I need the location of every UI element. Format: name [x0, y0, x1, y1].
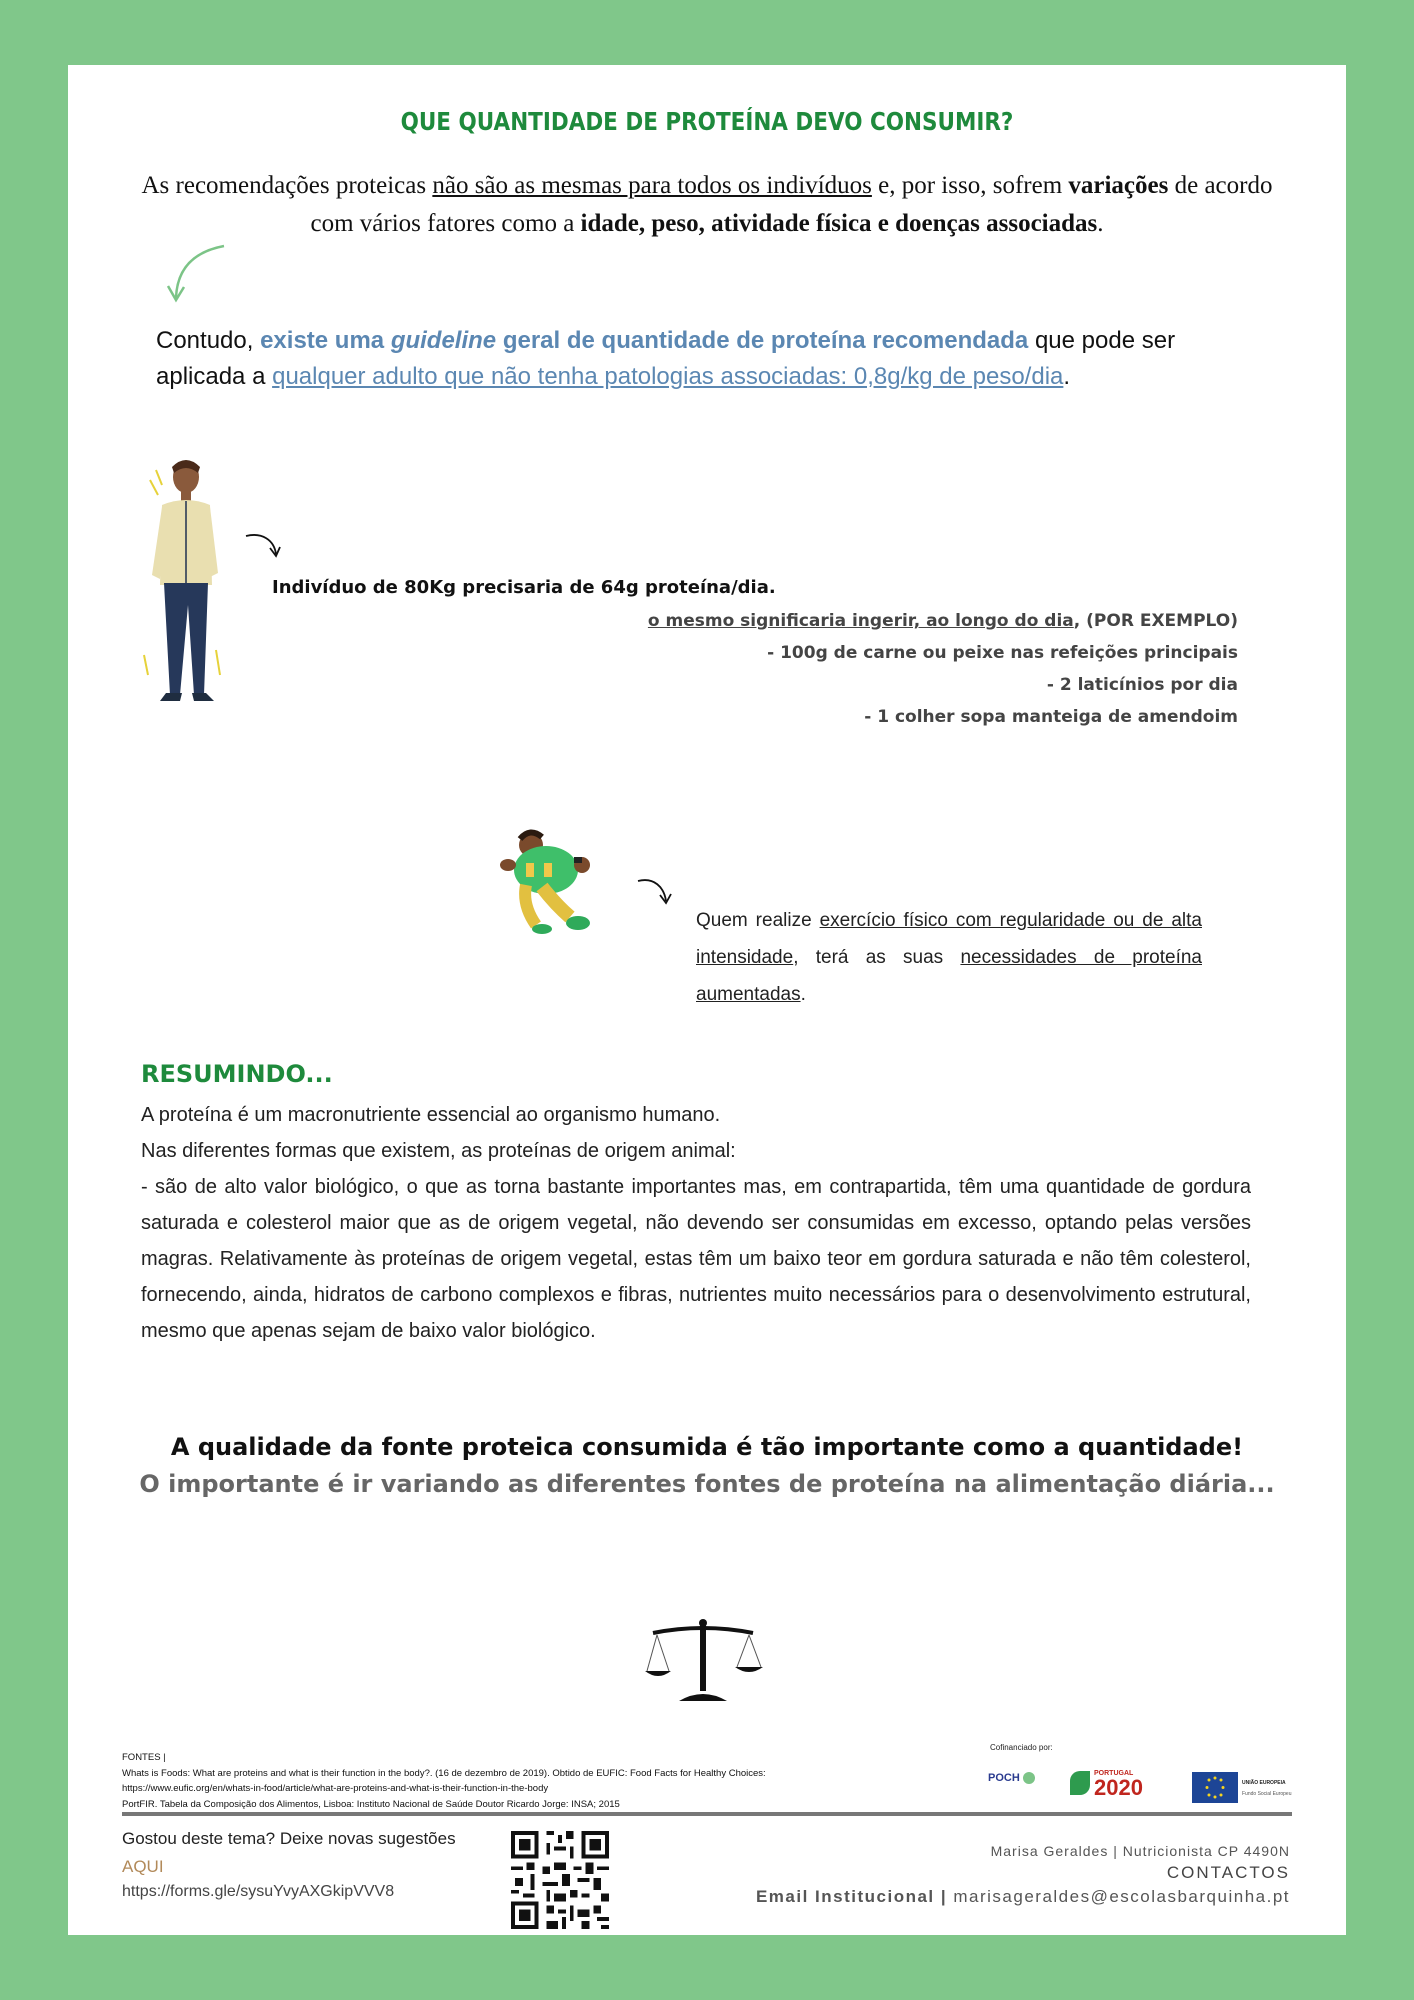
- source-line: Whats is Foods: What are proteins and what is their function in the body?. (16 de dezembro de 2019). Obtido de EUFIC: Food Facts for Healthy Choices:: [122, 1767, 766, 1779]
- example-person-text: Indivíduo de 80Kg precisaria de 64g proteína/dia.: [272, 577, 776, 598]
- exercise-text: Quem realize: [696, 910, 820, 931]
- intro-text: .: [1097, 210, 1104, 237]
- quote-line-2: O importante é ir variando as diferentes fontes de proteína na alimentação diária...: [139, 1470, 1275, 1498]
- portugal2020-year: 2020: [1094, 1775, 1143, 1800]
- example-item: - 100g de carne ou peixe nas refeições principais: [767, 643, 1238, 663]
- guideline-text: que pode ser aplicada a: [156, 327, 1176, 390]
- summary-title: RESUMINDO...: [141, 1060, 333, 1088]
- example-intro-underlined: o mesmo significaria ingerir, ao longo do dia: [647, 611, 1074, 631]
- page-title: QUE QUANTIDADE DE PROTEÍNA DEVO CONSUMIR?: [400, 107, 1014, 136]
- summary-line: - são de alto valor biológico, o que as torna bastante importantes mas, em contrapartida, têm uma quantidade de gordura saturada e colesterol maior que as de origem vegetal, não devendo ser consumidas em excesso, optando pelas versões magras. Relativamente às proteínas de origem vegetal, estas têm um baixo teor em gordura saturada e não têm colesterol, fornecendo, ainda, hidratos de carbono complexos e fibras, nutrientes muito necessários para o desenvolvimento estrutural, mesmo que apenas sejam de baixo valor biológico.: [141, 1176, 1251, 1342]
- suggestions-question: Gostou deste tema? Deixe novas sugestões: [122, 1829, 456, 1848]
- exercise-text: , terá as suas: [793, 947, 961, 968]
- example-item: - 1 colher sopa manteiga de amendoim: [864, 707, 1238, 727]
- poch-logo-text: POCH: [988, 1772, 1020, 1784]
- quote-line-1: A qualidade da fonte proteica consumida é tão importante como a quantidade!: [170, 1433, 1244, 1461]
- guideline-highlight: existe uma: [260, 327, 391, 354]
- summary-body: [141, 1097, 1251, 1349]
- eu-sub-label: Fundo Social Europeu: [1242, 1791, 1292, 1797]
- form-url[interactable]: https://forms.gle/sysuYvyAXGkipVVV8: [122, 1883, 395, 1900]
- example-intro-rest: , (POR EXEMPLO): [1073, 611, 1238, 631]
- contacts-label: CONTACTOS: [1166, 1863, 1290, 1882]
- guideline-text: Contudo,: [156, 327, 261, 354]
- exercise-text: .: [800, 984, 806, 1005]
- source-link[interactable]: https://www.eufic.org/en/whats-in-food/article/what-are-proteins-and-what-is-their-function-in-the-body: [122, 1783, 549, 1794]
- guideline-highlight: geral de quantidade de proteína recomendada: [496, 327, 1029, 354]
- sources-label: FONTES |: [122, 1752, 166, 1763]
- intro-bold: variações: [1068, 172, 1169, 199]
- email-line: [756, 1887, 1290, 1907]
- intro-paragraph: [128, 167, 1286, 243]
- intro-text: de acordo com vários fatores como a: [310, 172, 1273, 237]
- arrow-right-icon: [636, 875, 676, 909]
- exercise-underlined: exercício físico com regularidade ou de alta intensidade: [696, 910, 1202, 968]
- summary-line: Nas diferentes formas que existem, as proteínas de origem animal:: [141, 1140, 736, 1162]
- suggestions-link[interactable]: AQUI: [122, 1857, 164, 1876]
- intro-bold-factors: idade, peso, atividade física e doenças associadas: [580, 210, 1098, 237]
- guideline-italic: guideline: [390, 327, 497, 354]
- sources-block: [122, 1750, 922, 1812]
- intro-underlined: não são as mesmas para todos os indivíduos: [432, 172, 872, 199]
- portugal-label: PORTUGAL: [1094, 1770, 1134, 1777]
- example-list: [648, 605, 1238, 733]
- curved-arrow-icon: [162, 240, 232, 305]
- qr-code[interactable]: [511, 1831, 609, 1929]
- intro-text: As recomendações proteicas: [141, 172, 433, 199]
- standing-man-illustration: [138, 455, 238, 715]
- summary-line: A proteína é um macronutriente essencial ao organismo humano.: [141, 1104, 721, 1126]
- portugal2020-emblem: [1070, 1771, 1090, 1795]
- exercise-paragraph: [696, 902, 1202, 1013]
- guideline-value-link[interactable]: qualquer adulto que não tenha patologias associadas: 0,8g/kg de peso/dia: [272, 363, 1064, 390]
- arrow-right-icon: [244, 530, 284, 560]
- guideline-text: .: [1063, 363, 1071, 390]
- email-label: Email Institucional |: [755, 1887, 954, 1906]
- email-address[interactable]: marisageraldes@escolasbarquinha.pt: [953, 1887, 1290, 1906]
- signature: Marisa Geraldes | Nutricionista CP 4490N: [990, 1843, 1290, 1859]
- example-intro: [648, 605, 1238, 637]
- example-item: - 2 laticínios por dia: [1046, 675, 1238, 695]
- source-line: PortFIR. Tabela da Composição dos Alimentos, Lisboa: Instituto Nacional de Saúde Doutor Ricardo Jorge: INSA; 2015: [122, 1798, 620, 1810]
- cofinanced-label: Cofinanciado por:: [990, 1743, 1053, 1752]
- eu-flag-icon: [1192, 1772, 1238, 1803]
- guideline-paragraph: [156, 323, 1266, 395]
- football-player-illustration: [496, 825, 616, 935]
- footer-divider: [122, 1812, 1292, 1816]
- intro-text: e, por isso, sofrem: [871, 172, 1069, 199]
- poster-page: [68, 65, 1346, 1935]
- balance-scale-icon: [643, 1615, 763, 1705]
- poch-logo: [988, 1772, 1035, 1784]
- exercise-underlined: necessidades de proteína aumentadas: [696, 947, 1202, 1005]
- eu-label: UNIÃO EUROPEIA: [1242, 1780, 1286, 1786]
